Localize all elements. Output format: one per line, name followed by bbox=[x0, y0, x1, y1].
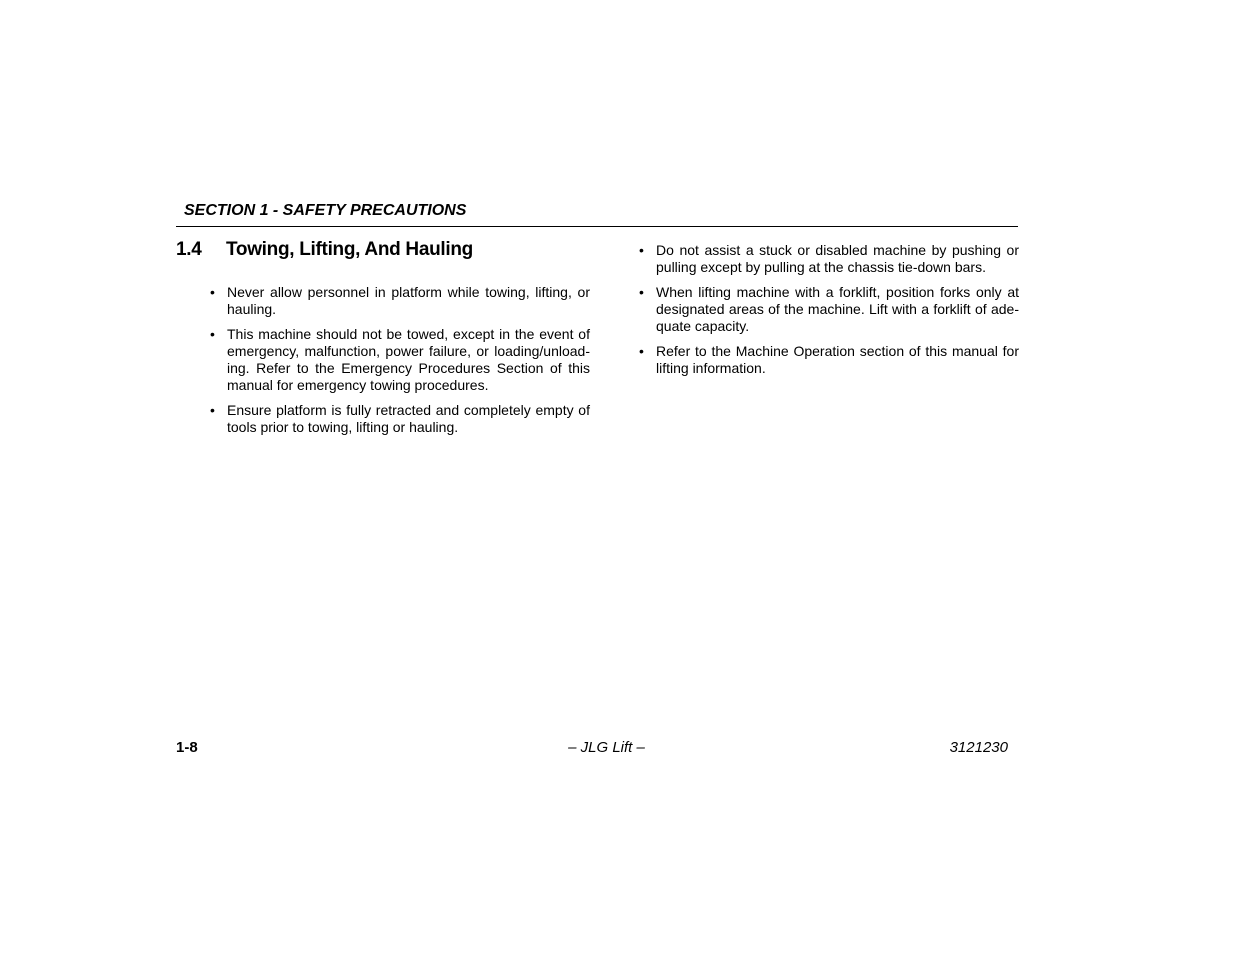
bullet-list-left bbox=[210, 284, 590, 444]
bullet-icon: • bbox=[639, 284, 644, 300]
section-number: 1.4 bbox=[176, 239, 202, 260]
bullet-icon: • bbox=[210, 284, 215, 300]
bullet-icon: • bbox=[639, 343, 644, 359]
list-item bbox=[639, 284, 1019, 335]
bullet-icon: • bbox=[210, 326, 215, 342]
footer-center-text: – JLG Lift – bbox=[568, 739, 645, 756]
list-item bbox=[210, 284, 590, 318]
list-item-text: Never allow personnel in platform while towing, lifting, or hauling. bbox=[227, 284, 590, 317]
list-item-text: When lifting machine with a forklift, position forks only at designated areas of the machine. Lift with a forklift of ade-quate capacity. bbox=[656, 284, 1019, 334]
footer-page-number: 1-8 bbox=[176, 739, 198, 756]
list-item-text: Do not assist a stuck or disabled machine by pushing or pulling except by pulling at the chassis tie-down bars. bbox=[656, 242, 1019, 275]
list-item bbox=[210, 326, 590, 394]
section-title: Towing, Lifting, And Hauling bbox=[226, 239, 473, 260]
list-item-text: Ensure platform is fully retracted and completely empty of tools prior to towing, lifting or hauling. bbox=[227, 402, 590, 435]
list-item-text: Refer to the Machine Operation section of this manual for lifting information. bbox=[656, 343, 1019, 376]
bullet-icon: • bbox=[639, 242, 644, 258]
list-item bbox=[639, 343, 1019, 377]
list-item bbox=[210, 402, 590, 436]
header-divider bbox=[176, 226, 1018, 227]
section-header: SECTION 1 - SAFETY PRECAUTIONS bbox=[184, 202, 467, 219]
list-item bbox=[639, 242, 1019, 276]
bullet-list-right bbox=[639, 242, 1019, 385]
bullet-icon: • bbox=[210, 402, 215, 418]
list-item-text: This machine should not be towed, except in the event of emergency, malfunction, power failure, or loading/unload-ing. Refer to the Emergency Procedures Section of this manual for emergency towing procedures. bbox=[227, 326, 590, 393]
footer-doc-number: 3121230 bbox=[949, 739, 1008, 756]
section-heading bbox=[176, 239, 473, 261]
